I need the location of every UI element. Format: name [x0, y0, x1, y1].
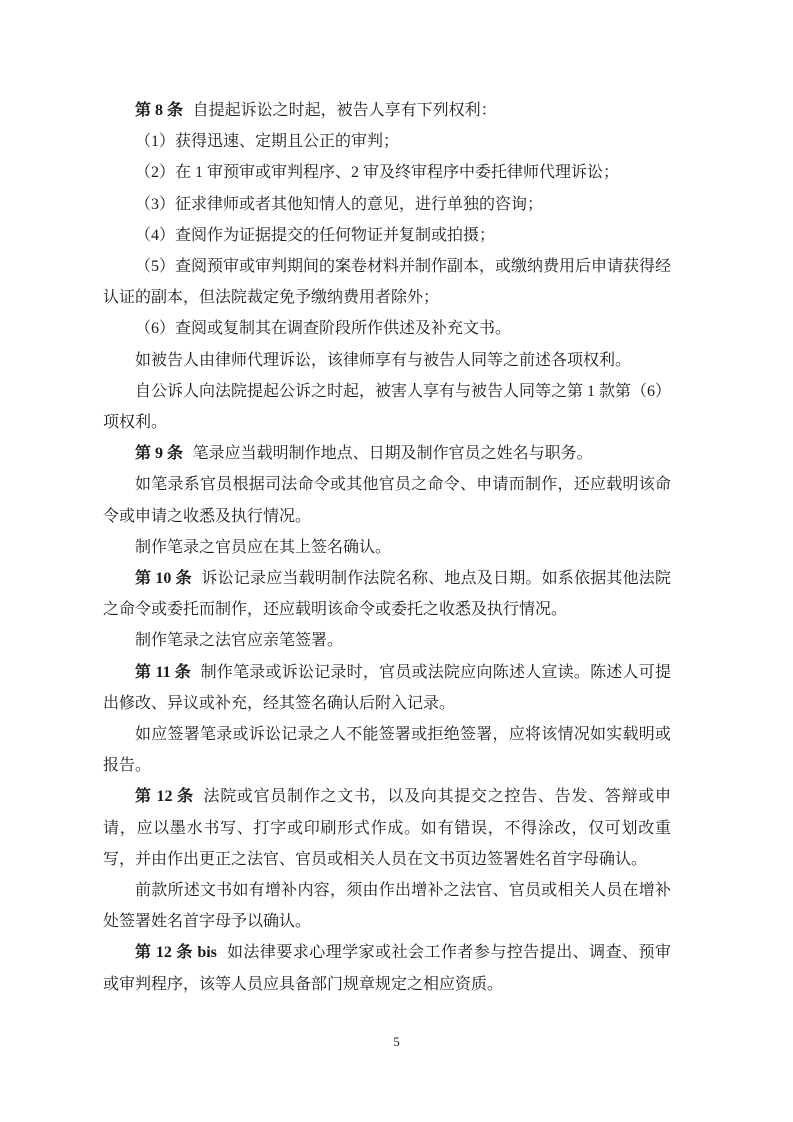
paragraph-article-12bis: [103, 937, 671, 999]
paragraph-item-5: [103, 251, 671, 313]
paragraph: [103, 532, 671, 563]
paragraph: [103, 345, 671, 376]
paragraph-text: （2）在 1 审预审或审判程序、2 审及终审程序中委托律师代理诉讼；: [135, 164, 620, 182]
page-number: 5: [393, 1034, 400, 1049]
paragraph-text: 如笔录系官员根据司法命令或其他官员之命令、申请而制作，还应载明该命令或申请之收悉及执行情况。: [103, 476, 671, 525]
paragraph-text: （5）查阅预审或审判期间的案卷材料并制作副本，或缴纳费用后申请获得经认证的副本，但法院裁定免予缴纳费用者除外；: [103, 258, 672, 307]
document-body: [103, 95, 671, 1000]
paragraph-text: 制作笔录之官员应在其上签名确认。: [135, 538, 392, 556]
paragraph-article-8: [103, 95, 671, 126]
paragraph-item-6: [103, 313, 671, 344]
paragraph-text: 如应签署笔录或诉讼记录之人不能签署或拒绝签署，应将该情况如实载明或报告。: [103, 726, 671, 775]
paragraph-text: 自提起诉讼之时起，被告人享有下列权利：: [192, 102, 497, 119]
paragraph-text: （4）查阅作为证据提交的任何物证并复制或拍摄；: [135, 226, 496, 244]
article-number: 第 12 条 bis: [135, 944, 217, 962]
article-number: 第 11 条: [135, 663, 192, 681]
paragraph-article-12: [103, 781, 671, 875]
paragraph-article-11: [103, 657, 671, 719]
article-number: 第 9 条: [135, 445, 184, 463]
article-number: 第 12 条: [135, 788, 194, 806]
article-number: 第 8 条: [135, 102, 184, 119]
paragraph-text: （3）征求律师或者其他知情人的意见，进行单独的咨询；: [135, 195, 544, 213]
paragraph-text: 如被告人由律师代理诉讼，该律师享有与被告人同等之前述各项权利。: [135, 351, 632, 369]
paragraph: [103, 376, 671, 438]
paragraph: [103, 625, 671, 656]
paragraph-text: 自公诉人向法院提起公诉之时起，被害人享有与被告人同等之第 1 款第（6）项权利。: [103, 382, 672, 432]
paragraph-text: 前款所述文书如有增补内容，须由作出增补之法官、官员或相关人员在增补处签署姓名首字母予以确认。: [103, 882, 671, 931]
paragraph-item-2: [103, 157, 671, 188]
paragraph-text: 如法律要求心理学家或社会工作者参与控告提出、调查、预审或审判程序，该等人员应具备部门规章规定之相应资质。: [103, 944, 671, 993]
paragraph-text: 制作笔录或诉讼记录时，官员或法院应向陈述人宣读。陈述人可提出修改、异议或补充，经其签名确认后附入记录。: [103, 663, 671, 712]
paragraph-item-3: [103, 189, 671, 220]
paragraph-article-10: [103, 563, 671, 625]
paragraph-item-1: [103, 126, 671, 157]
paragraph-text: 制作笔录之法官应亲笔签署。: [135, 632, 344, 650]
paragraph-text: （6）查阅或复制其在调查阶段所作供述及补充文书。: [135, 320, 512, 338]
paragraph-article-9: [103, 438, 671, 469]
paragraph: [103, 469, 671, 531]
paragraph-text: 笔录应当载明制作地点、日期及制作官员之姓名与职务。: [192, 445, 593, 463]
paragraph-text: （1）获得迅速、定期且公正的审判；: [135, 133, 400, 151]
paragraph-text: 法院或官员制作之文书，以及向其提交之控告、告发、答辩或申请，应以墨水书写、打字或印刷形式作成。如有错误，不得涂改，仅可划改重写，并由作出更正之法官、官员或相关人员在文书页边签署姓名首字母确认。: [103, 788, 671, 868]
article-number: 第 10 条: [135, 570, 192, 588]
paragraph-item-4: [103, 220, 671, 251]
paragraph: [103, 875, 671, 937]
paragraph-text: 诉讼记录应当载明制作法院名称、地点及日期。如系依据其他法院之命令或委托而制作，还应载明该命令或委托之收悉及执行情况。: [103, 570, 671, 619]
paragraph: [103, 719, 671, 781]
